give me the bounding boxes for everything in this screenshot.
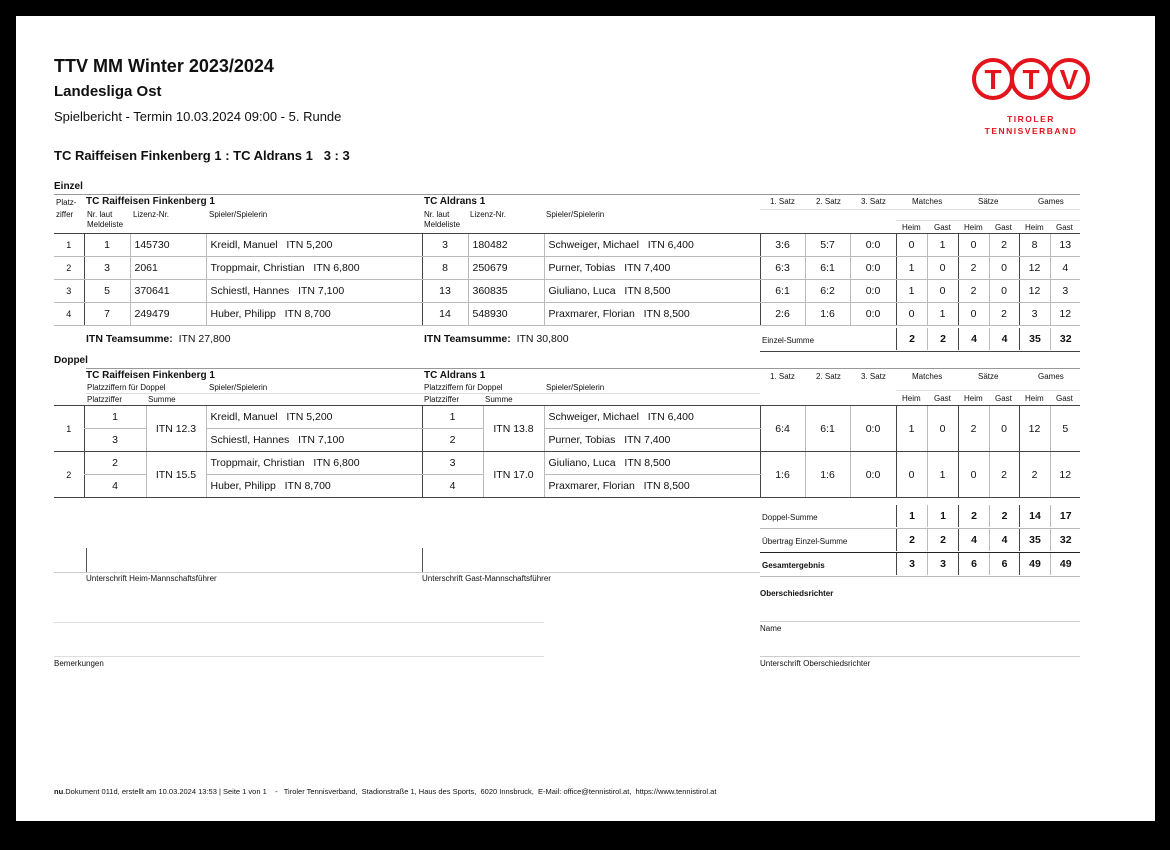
platz-ziffer: 3: [54, 280, 84, 303]
sum-games-heim: 49: [1020, 553, 1051, 575]
set-2: 1:6: [805, 452, 850, 498]
home-teamsum-value: ITN 27,800: [178, 333, 231, 345]
home-lizenz: 370641: [130, 280, 206, 303]
platz-ziffer: 2: [54, 257, 84, 280]
sum-saetze-gast: 6: [990, 553, 1020, 575]
set-2: 6:1: [805, 257, 850, 280]
einzel-table: [54, 234, 1080, 326]
einzel-platz-label: [56, 198, 76, 219]
home-player-itn: ITN 5,200: [286, 411, 333, 423]
guest-player-itn: ITN 6,400: [647, 239, 694, 251]
saetze-gast: 0: [989, 406, 1019, 452]
matches-gast: 1: [927, 234, 958, 257]
heim-label: Heim: [964, 394, 983, 403]
guest-nr: 8: [422, 257, 468, 280]
home-player: [206, 234, 422, 257]
einzel-row: [54, 303, 1080, 326]
gast-label: Gast: [934, 394, 951, 403]
teamsum-label: ITN Teamsumme:: [86, 333, 173, 345]
league-name: Landesliga Ost: [54, 83, 162, 100]
gast-label: Gast: [1056, 223, 1073, 232]
guest-player-itn: ITN 7,400: [624, 434, 671, 446]
doppel-guest-summe-label: Summe: [485, 395, 513, 404]
guest-player-itn: ITN 8,500: [643, 480, 690, 492]
saetze-heim: 0: [958, 303, 989, 326]
sum-saetze-heim: 4: [959, 529, 990, 551]
home-player: [206, 303, 422, 326]
einzel-row: [54, 280, 1080, 303]
games-gast: 12: [1050, 452, 1080, 498]
guest-itn-summe: ITN 13.8: [483, 406, 544, 452]
doppel-guest-pz-label: Platzziffer: [424, 395, 459, 404]
matches-gast: 0: [927, 257, 958, 280]
doppel-guest-spieler-label: Spieler/Spielerin: [546, 383, 605, 392]
set-2: 6:1: [805, 406, 850, 452]
sum-saetze-gast: 4: [990, 529, 1020, 551]
footer-text: .Dokument 011d, erstellt am 10.03.2024 13:53 | Seite 1 von 1 - Tiroler Tennisverband, Stadionstraße 1, Haus des Sports, 6020 Innsbruck, E-Mail: office@tennistirol.at, https://www.tennistirol.at: [63, 787, 717, 796]
set-3: 0:0: [850, 303, 896, 326]
sum-games-gast: 17: [1051, 505, 1081, 527]
home-itn-summe: ITN 12.3: [146, 406, 206, 452]
matches-heim: 1: [896, 257, 927, 280]
guest-player-name: Giuliano, Luca: [548, 285, 616, 297]
ttv-logo-rings: [971, 54, 1091, 104]
guest-player: [544, 234, 760, 257]
sum-matches-gast: 3: [928, 553, 959, 575]
einzel-s2-label: 2. Satz: [816, 197, 841, 206]
home-nr: 5: [84, 280, 130, 303]
ttv-logo: [971, 54, 1091, 138]
home-player-2: [206, 429, 422, 452]
set-2: 1:6: [805, 303, 850, 326]
summary-label: Gesamtergebnis: [762, 561, 825, 570]
einzel-row: [54, 257, 1080, 280]
doppel-row: [54, 406, 1080, 429]
doppel-home-pz-doppel-label: Platzziffern für Doppel: [87, 383, 166, 392]
report-title: TTV MM Winter 2023/2024: [54, 56, 274, 76]
saetze-heim: 2: [958, 280, 989, 303]
set-2: 6:2: [805, 280, 850, 303]
gast-label: Gast: [934, 223, 951, 232]
guest-player-itn: ITN 8,500: [643, 308, 690, 320]
sum-saetze-gast: 2: [990, 505, 1020, 527]
matches-heim: 0: [896, 452, 927, 498]
logo-letter-3: V: [1059, 64, 1079, 95]
sum-matches-gast: 2: [928, 529, 959, 551]
einzel-home-spieler-label: Spieler/Spielerin: [209, 210, 268, 219]
einzel-matches-label: Matches: [912, 197, 943, 206]
logo-caption: [971, 113, 1091, 137]
matches-gast: 1: [927, 452, 958, 498]
summary-values: [896, 505, 1081, 527]
guest-player-itn: ITN 8,500: [624, 457, 671, 469]
doppel-nr: 2: [54, 452, 84, 498]
guest-player-name: Purner, Tobias: [548, 262, 616, 274]
games-gast: 5: [1050, 406, 1080, 452]
guest-player-itn: ITN 7,400: [624, 262, 671, 274]
einzel-home-lizenz-label: Lizenz-Nr.: [133, 210, 170, 219]
doppel-table: [54, 406, 1080, 498]
home-player-itn: ITN 5,200: [286, 239, 333, 251]
platz-ziffer: 1: [54, 234, 84, 257]
referee-signature-label: Unterschrift Oberschiedsrichter: [760, 659, 871, 668]
sum-saetze-heim: 6: [959, 553, 990, 575]
home-player-itn: ITN 7,100: [298, 285, 345, 297]
home-player-itn: ITN 6,800: [313, 262, 360, 274]
einzel-sum-sh: 4: [959, 328, 990, 350]
guest-player-1: [544, 406, 760, 429]
einzel-guest-team: TC Aldrans 1: [424, 196, 486, 207]
matches-heim: 1: [896, 406, 927, 452]
doppel-guest-pz-doppel-label: Platzziffern für Doppel: [424, 383, 503, 392]
guest-player-2: [544, 475, 760, 498]
set-1: 3:6: [760, 234, 805, 257]
home-player-itn: ITN 8,700: [284, 480, 331, 492]
heim-label: Heim: [902, 394, 921, 403]
home-player-name: Kreidl, Manuel: [210, 411, 278, 423]
doppel-games-label: Games: [1038, 372, 1064, 381]
section-doppel: Doppel: [54, 355, 88, 366]
einzel-sum-mg: 2: [928, 328, 959, 350]
games-heim: 12: [1019, 280, 1050, 303]
doppel-matches-label: Matches: [912, 372, 943, 381]
section-einzel: Einzel: [54, 181, 83, 192]
einzel-sum-table: [896, 328, 1081, 350]
games-heim: 8: [1019, 234, 1050, 257]
games-heim: 2: [1019, 452, 1050, 498]
home-captain-signature-label: Unterschrift Heim-Mannschaftsführer: [86, 574, 217, 583]
remarks-label: Bemerkungen: [54, 659, 104, 668]
gast-label: Gast: [1056, 394, 1073, 403]
report-page: [16, 16, 1155, 821]
doppel-home-summe-label: Summe: [148, 395, 176, 404]
guest-platzziffer-1: 1: [422, 406, 483, 429]
home-platzziffer-2: 4: [84, 475, 146, 498]
nr-label-2: Meldeliste: [87, 220, 124, 229]
matches-heim: 1: [896, 280, 927, 303]
matches-gast: 0: [927, 406, 958, 452]
home-player-name: Huber, Philipp: [210, 308, 276, 320]
platz-label-1: Platz-: [56, 198, 77, 207]
guest-teamsum: [424, 333, 569, 345]
guest-player-itn: ITN 8,500: [624, 285, 671, 297]
summary-values: [896, 553, 1081, 575]
home-player: [206, 257, 422, 280]
heim-label: Heim: [1025, 223, 1044, 232]
einzel-s3-label: 3. Satz: [861, 197, 886, 206]
home-player-1: [206, 452, 422, 475]
home-platzziffer-1: 1: [84, 406, 146, 429]
doppel-nr: 1: [54, 406, 84, 452]
home-player-itn: ITN 7,100: [298, 434, 345, 446]
guest-itn-summe: ITN 17.0: [483, 452, 544, 498]
matches-gast: 0: [927, 280, 958, 303]
set-3: 0:0: [850, 406, 896, 452]
gast-label: Gast: [995, 394, 1012, 403]
einzel-row: [54, 234, 1080, 257]
set-3: 0:0: [850, 234, 896, 257]
matches-heim: 0: [896, 234, 927, 257]
saetze-heim: 2: [958, 406, 989, 452]
einzel-guest-nr-label: [424, 210, 460, 229]
saetze-heim: 0: [958, 452, 989, 498]
logo-line-2: TENNISVERBAND: [984, 126, 1078, 136]
home-player-2: [206, 475, 422, 498]
summary-values: [896, 529, 1081, 551]
home-nr: 1: [84, 234, 130, 257]
heim-label: Heim: [964, 223, 983, 232]
einzel-sum-mh: 2: [897, 328, 928, 350]
doppel-saetze-label: Sätze: [978, 372, 999, 381]
home-player-1: [206, 406, 422, 429]
set-3: 0:0: [850, 280, 896, 303]
guest-nr: 3: [422, 234, 468, 257]
guest-platzziffer-2: 4: [422, 475, 483, 498]
saetze-gast: 0: [989, 257, 1019, 280]
footer: [54, 787, 716, 796]
guest-player-itn: ITN 6,400: [647, 411, 694, 423]
matches-heim: 0: [896, 303, 927, 326]
guest-teamsum-value: ITN 30,800: [516, 333, 569, 345]
sum-games-gast: 49: [1051, 553, 1081, 575]
games-gast: 12: [1050, 303, 1080, 326]
home-itn-summe: ITN 15.5: [146, 452, 206, 498]
guest-player-1: [544, 452, 760, 475]
home-lizenz: 145730: [130, 234, 206, 257]
logo-letter-2: T: [1022, 64, 1040, 95]
logo-line-1: TIROLER: [1007, 114, 1055, 124]
guest-nr: 14: [422, 303, 468, 326]
guest-player-name: Praxmarer, Florian: [548, 480, 635, 492]
saetze-gast: 2: [989, 452, 1019, 498]
gast-label: Gast: [995, 223, 1012, 232]
games-gast: 4: [1050, 257, 1080, 280]
home-teamsum: [86, 333, 231, 345]
doppel-home-spieler-label: Spieler/Spielerin: [209, 383, 268, 392]
sum-matches-heim: 3: [897, 553, 928, 575]
guest-lizenz: 548930: [468, 303, 544, 326]
sum-games-gast: 32: [1051, 529, 1081, 551]
saetze-heim: 0: [958, 234, 989, 257]
home-nr: 3: [84, 257, 130, 280]
guest-lizenz: 360835: [468, 280, 544, 303]
home-platzziffer-2: 3: [84, 429, 146, 452]
home-lizenz: 2061: [130, 257, 206, 280]
set-2: 5:7: [805, 234, 850, 257]
games-gast: 13: [1050, 234, 1080, 257]
einzel-home-team: TC Raiffeisen Finkenberg 1: [86, 196, 215, 207]
guest-player: [544, 257, 760, 280]
games-heim: 3: [1019, 303, 1050, 326]
einzel-s1-label: 1. Satz: [770, 197, 795, 206]
guest-nr: 13: [422, 280, 468, 303]
sum-matches-heim: 2: [897, 529, 928, 551]
saetze-gast: 0: [989, 280, 1019, 303]
einzel-sum-gg: 32: [1051, 328, 1081, 350]
summary-label: Übertrag Einzel-Summe: [762, 537, 848, 546]
teamsum-label: ITN Teamsumme:: [424, 333, 511, 345]
guest-player: [544, 303, 760, 326]
guest-player-name: Praxmarer, Florian: [548, 308, 635, 320]
nr-label-1: Nr. laut: [424, 210, 450, 219]
home-player-name: Kreidl, Manuel: [210, 239, 278, 251]
doppel-home-pz-label: Platzziffer: [87, 395, 122, 404]
referee-title: Oberschiedsrichter: [760, 589, 834, 598]
doppel-s3-label: 3. Satz: [861, 372, 886, 381]
set-1: 1:6: [760, 452, 805, 498]
set-3: 0:0: [850, 257, 896, 280]
summary-label: Doppel-Summe: [762, 513, 818, 522]
home-player-name: Huber, Philipp: [210, 480, 276, 492]
guest-player: [544, 280, 760, 303]
games-heim: 12: [1019, 406, 1050, 452]
referee-name-label: Name: [760, 624, 782, 633]
home-player-name: Schiestl, Hannes: [210, 285, 290, 297]
guest-player-name: Schweiger, Michael: [548, 239, 639, 251]
doppel-row: [54, 452, 1080, 475]
home-platzziffer-1: 2: [84, 452, 146, 475]
home-nr: 7: [84, 303, 130, 326]
doppel-s2-label: 2. Satz: [816, 372, 841, 381]
einzel-sum-label: Einzel-Summe: [762, 336, 815, 345]
footer-brand: nu: [54, 787, 64, 796]
doppel-home-team: TC Raiffeisen Finkenberg 1: [86, 370, 215, 381]
home-player-name: Troppmair, Christian: [210, 457, 305, 469]
platz-ziffer: 4: [54, 303, 84, 326]
games-gast: 3: [1050, 280, 1080, 303]
doppel-s1-label: 1. Satz: [770, 372, 795, 381]
guest-platzziffer-2: 2: [422, 429, 483, 452]
saetze-heim: 2: [958, 257, 989, 280]
home-player-name: Troppmair, Christian: [210, 262, 305, 274]
einzel-sum-gh: 35: [1020, 328, 1051, 350]
guest-player-name: Giuliano, Luca: [548, 457, 616, 469]
home-player-name: Schiestl, Hannes: [210, 434, 290, 446]
saetze-gast: 2: [989, 234, 1019, 257]
sum-matches-gast: 1: [928, 505, 959, 527]
guest-lizenz: 180482: [468, 234, 544, 257]
guest-captain-signature-label: Unterschrift Gast-Mannschaftsführer: [422, 574, 551, 583]
einzel-games-label: Games: [1038, 197, 1064, 206]
match-heading: [54, 148, 350, 163]
set-3: 0:0: [850, 452, 896, 498]
home-lizenz: 249479: [130, 303, 206, 326]
nr-label-1: Nr. laut: [87, 210, 113, 219]
saetze-gast: 2: [989, 303, 1019, 326]
home-player: [206, 280, 422, 303]
platz-label-2: ziffer: [56, 210, 74, 219]
sum-saetze-heim: 2: [959, 505, 990, 527]
guest-player-name: Purner, Tobias: [548, 434, 616, 446]
guest-lizenz: 250679: [468, 257, 544, 280]
home-player-itn: ITN 8,700: [284, 308, 331, 320]
heim-label: Heim: [902, 223, 921, 232]
set-1: 6:3: [760, 257, 805, 280]
report-subtitle: Spielbericht - Termin 10.03.2024 09:00 - 5. Runde: [54, 109, 342, 124]
einzel-guest-lizenz-label: Lizenz-Nr.: [470, 210, 507, 219]
home-player-itn: ITN 6,800: [313, 457, 360, 469]
einzel-sum-sg: 4: [990, 328, 1020, 350]
sum-games-heim: 14: [1020, 505, 1051, 527]
einzel-home-nr-label: [87, 210, 123, 229]
set-1: 2:6: [760, 303, 805, 326]
games-heim: 12: [1019, 257, 1050, 280]
guest-platzziffer-1: 3: [422, 452, 483, 475]
logo-letter-1: T: [984, 64, 1002, 95]
set-1: 6:4: [760, 406, 805, 452]
sum-matches-heim: 1: [897, 505, 928, 527]
match-title: TC Raiffeisen Finkenberg 1 : TC Aldrans 1: [54, 148, 313, 163]
doppel-guest-team: TC Aldrans 1: [424, 370, 486, 381]
heim-label: Heim: [1025, 394, 1044, 403]
match-score: 3 : 3: [323, 148, 350, 163]
set-1: 6:1: [760, 280, 805, 303]
einzel-saetze-label: Sätze: [978, 197, 999, 206]
einzel-guest-spieler-label: Spieler/Spielerin: [546, 210, 605, 219]
sum-games-heim: 35: [1020, 529, 1051, 551]
nr-label-2: Meldeliste: [424, 220, 461, 229]
guest-player-name: Schweiger, Michael: [548, 411, 639, 423]
matches-gast: 1: [927, 303, 958, 326]
guest-player-2: [544, 429, 760, 452]
